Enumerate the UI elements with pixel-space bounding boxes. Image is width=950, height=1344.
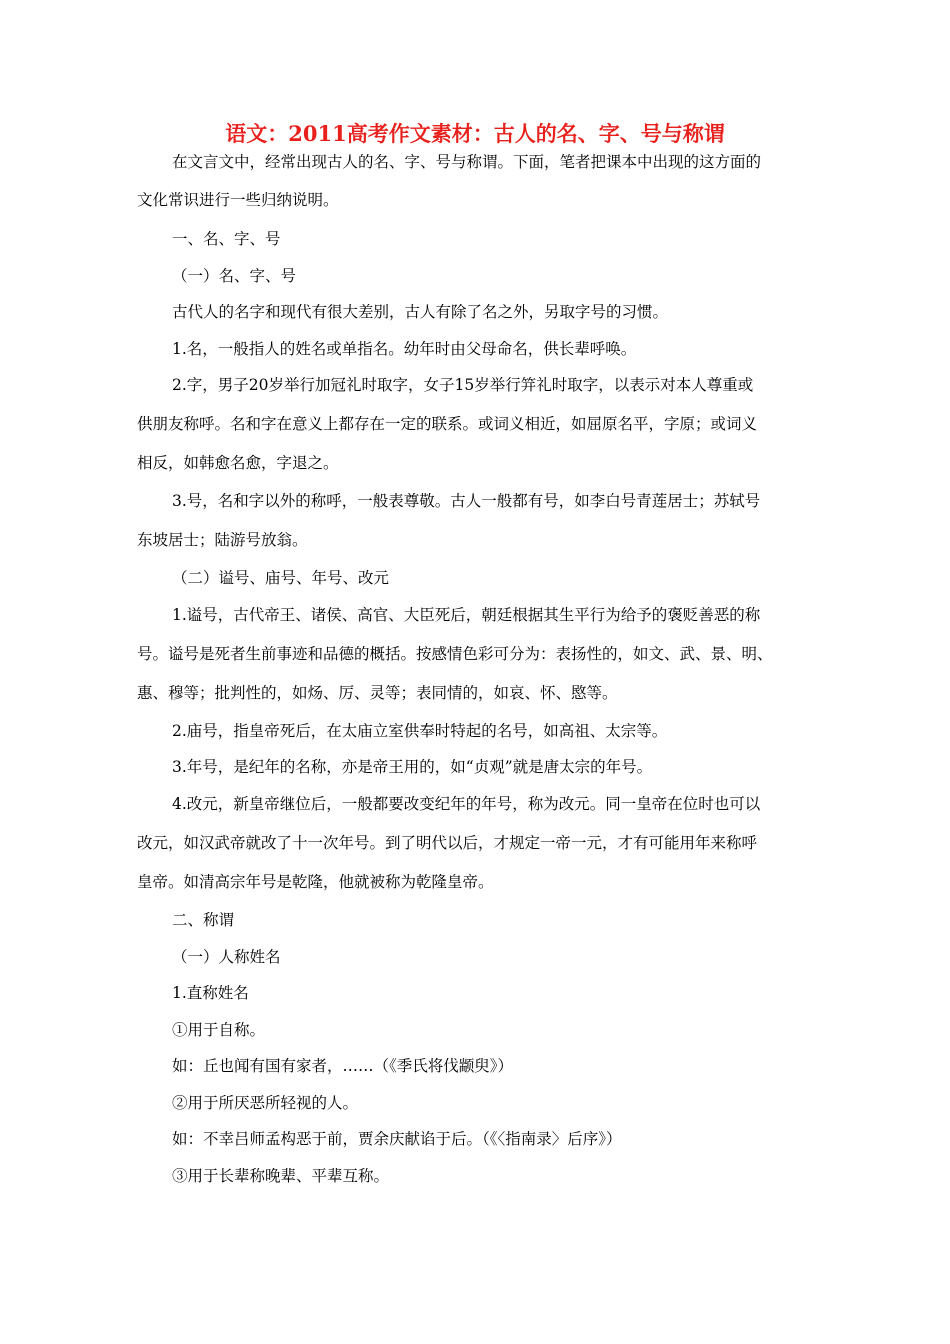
subsection-heading: （一）人称姓名 bbox=[172, 948, 281, 966]
section-heading: 二、称谓 bbox=[172, 911, 235, 929]
paragraph-line: 相反，如韩愈名愈，字退之。 bbox=[137, 454, 339, 472]
paragraph-line: 皇帝。如清高宗年号是乾隆，他就被称为乾隆皇帝。 bbox=[137, 873, 494, 891]
paragraph-line: 3.年号，是纪年的名称，亦是帝王用的，如“贞观”就是唐太宗的年号。 bbox=[172, 758, 653, 776]
paragraph-line: 文化常识进行一些归纳说明。 bbox=[137, 191, 339, 209]
paragraph-line: 惠、穆等；批判性的，如炀、厉、灵等；表同情的，如哀、怀、愍等。 bbox=[137, 684, 618, 702]
paragraph-line: 如：丘也闻有国有家者，……（《季氏将伐颛臾》） bbox=[172, 1057, 514, 1075]
paragraph-line: 1.名，一般指人的姓名或单指名。幼年时由父母命名，供长辈呼唤。 bbox=[172, 340, 637, 358]
subsection-heading: （二）谥号、庙号、年号、改元 bbox=[172, 569, 390, 587]
section-heading: 一、名、字、号 bbox=[172, 230, 281, 248]
paragraph-line: 2.庙号，指皇帝死后，在太庙立室供奉时特起的名号，如高祖、太宗等。 bbox=[172, 722, 668, 740]
paragraph-line: 3.号，名和字以外的称呼，一般表尊敬。古人一般都有号，如李白号青莲居士；苏轼号 bbox=[172, 492, 761, 510]
paragraph-line: ②用于所厌恶所轻视的人。 bbox=[172, 1094, 359, 1112]
paragraph-line: 如：不幸吕师孟构恶于前，贾余庆献谄于后。（《〈指南录〉后序》） bbox=[172, 1130, 622, 1148]
paragraph-line: 4.改元，新皇帝继位后，一般都要改变纪年的年号，称为改元。同一皇帝在位时也可以 bbox=[172, 795, 761, 813]
paragraph-line: 号。谥号是死者生前事迹和品德的概括。按感情色彩可分为：表扬性的，如文、武、景、明、 bbox=[137, 645, 773, 663]
paragraph-line: 古代人的名字和现代有很大差别，古人有除了名之外，另取字号的习惯。 bbox=[172, 303, 669, 321]
paragraph-line: 2.字，男子20岁举行加冠礼时取字，女子15岁举行笄礼时取字，以表示对本人尊重或 bbox=[172, 376, 754, 394]
paragraph-line: 1.谥号，古代帝王、诸侯、高官、大臣死后，朝廷根据其生平行为给予的褒贬善恶的称 bbox=[172, 606, 761, 624]
paragraph-line: ③用于长辈称晚辈、平辈互称。 bbox=[172, 1167, 390, 1185]
document-title: 语文：2011高考作文素材：古人的名、字、号与称谓 bbox=[225, 121, 725, 146]
paragraph-line: ①用于自称。 bbox=[172, 1021, 266, 1039]
paragraph-line: 供朋友称呼。名和字在意义上都存在一定的联系。或词义相近，如屈原名平，字原；或词义 bbox=[137, 415, 758, 433]
paragraph-line: 1.直称姓名 bbox=[172, 984, 249, 1002]
subsection-heading: （一）名、字、号 bbox=[172, 267, 297, 285]
paragraph-line: 东坡居士；陆游号放翁。 bbox=[137, 531, 308, 549]
paragraph-line: 在文言文中，经常出现古人的名、字、号与称谓。下面，笔者把课本中出现的这方面的 bbox=[172, 153, 762, 171]
paragraph-line: 改元，如汉武帝就改了十一次年号。到了明代以后，才规定一帝一元，才有可能用年来称呼 bbox=[137, 834, 758, 852]
